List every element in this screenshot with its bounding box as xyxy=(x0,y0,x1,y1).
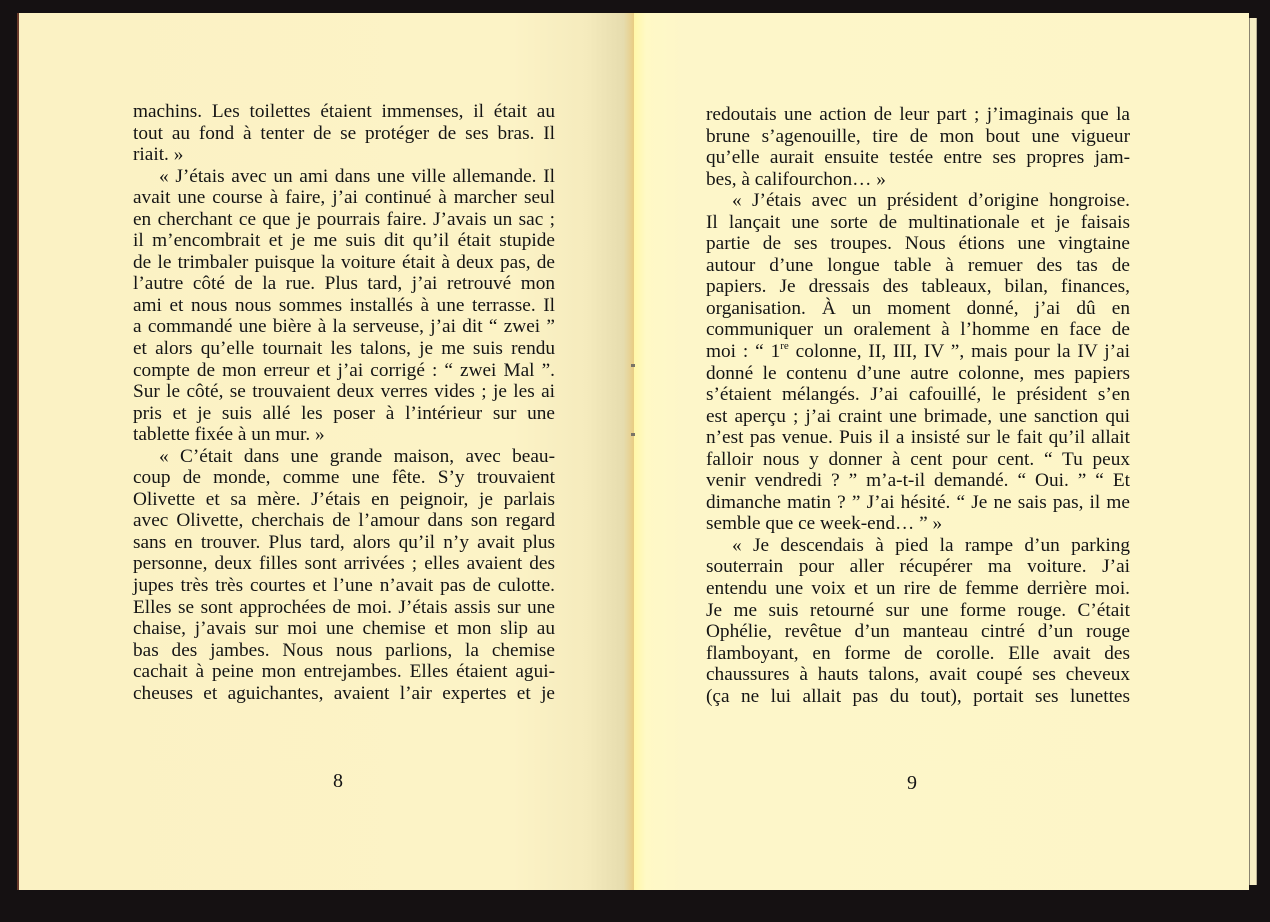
left-page xyxy=(17,13,636,890)
text-line: personne, deux filles sont arrivées ; elles avaient des xyxy=(133,553,555,575)
text-line: flamboyant, en forme de corolle. Elle avait des xyxy=(706,642,1130,664)
text-line: « Je descendais à pied la rampe d’un parking xyxy=(732,534,1130,556)
page-edge xyxy=(1249,18,1257,885)
staple-mark xyxy=(631,433,635,436)
text-line: en cherchant ce que je pourrais faire. J’avais un sac ; xyxy=(133,208,555,230)
text-line: « J’étais avec un président d’origine hongroise. xyxy=(732,190,1130,212)
text-line: de le trimbaler puisque la voiture était à deux pas, de xyxy=(133,251,555,273)
text-line: jupes très très courtes et l’une n’avait pas de culotte. xyxy=(133,575,555,597)
text-line: bes, à califourchon… » xyxy=(706,168,886,190)
text-line: chaussures à hauts talons, avait coupé ses cheveux xyxy=(706,664,1130,686)
text-line: « J’étais avec un ami dans une ville allemande. Il xyxy=(159,165,555,187)
text-line: Je me suis retourné sur une forme rouge. C’était xyxy=(706,599,1130,621)
text-line: entendu une voix et un rire de femme derrière moi. xyxy=(706,578,1130,600)
text-line: (ça ne lui allait pas du tout), portait ses lunettes xyxy=(706,685,1130,707)
text-line: « C’était dans une grande maison, avec beau- xyxy=(159,445,555,467)
text-line: sans en trouver. Plus tard, alors qu’il n’y avait plus xyxy=(133,531,555,553)
text-line: machins. Les toilettes étaient immenses, il était au xyxy=(133,101,555,122)
left-page-text xyxy=(133,101,555,704)
text-line: l’autre côté de la rue. Plus tard, j’ai retrouvé mon xyxy=(133,273,555,295)
text-line: autour d’une longue table à remuer des tas de xyxy=(706,254,1130,276)
text-line: Ophélie, revêtue d’un manteau cintré d’un rouge xyxy=(706,621,1130,643)
text-line: avait une course à faire, j’ai continué à marcher seul xyxy=(133,187,555,209)
right-page xyxy=(634,13,1249,890)
text-line: coup de monde, comme une fête. S’y trouvaient xyxy=(133,467,555,489)
text-line: s’étaient mélangés. J’ai cafouillé, le président s’en xyxy=(706,384,1130,406)
text-line xyxy=(706,341,1130,363)
text-line: tout au fond à tenter de se protéger de ses bras. Il xyxy=(133,122,555,144)
text-line: redoutais une action de leur part ; j’imaginais que la xyxy=(706,104,1130,125)
page-number-left: 8 xyxy=(333,770,343,792)
text-line: n’est pas venue. Puis il a insisté sur le fait qu’il allait xyxy=(706,427,1130,449)
text-line: falloir nous y donner à cent pour cent. “ Tu peux xyxy=(706,448,1130,470)
text-line: venir vendredi ? ” m’a-t-il demandé. “ Oui. ” “ Et xyxy=(706,470,1130,492)
staple-mark xyxy=(631,364,635,367)
text-line: donné le contenu d’une autre colonne, mes papiers xyxy=(706,362,1130,384)
text-line: et alors qu’elle tournait les talons, je me suis rendu xyxy=(133,338,555,360)
text-line: partie de ses troupes. Nous étions une vingtaine xyxy=(706,233,1130,255)
text-line: est aperçu ; j’ai craint une brimade, une sanction qui xyxy=(706,405,1130,427)
text-line: tablette fixée à un mur. » xyxy=(133,424,325,446)
text-fragment: moi : “ 1 xyxy=(706,341,781,363)
text-line: chaise, j’avais sur moi une chemise et mon slip au xyxy=(133,618,555,640)
text-line: Olivette et sa mère. J’étais en peignoir, je parlais xyxy=(133,488,555,510)
text-line: il m’encombrait et je me suis dit qu’il était stupide xyxy=(133,230,555,252)
text-line: cheuses et aguichantes, avaient l’air expertes et je xyxy=(133,682,555,704)
text-line: qu’elle aurait ensuite testée entre ses propres jam- xyxy=(706,147,1130,169)
text-line: ami et nous nous sommes installés à une terrasse. Il xyxy=(133,294,555,316)
text-line: dimanche matin ? ” J’ai hésité. “ Je ne sais pas, il me xyxy=(706,491,1130,513)
text-line: organisation. À un moment donné, j’ai dû en xyxy=(706,297,1130,319)
superscript: re xyxy=(780,339,789,352)
text-line: souterrain pour aller récupérer ma voiture. J’ai xyxy=(706,556,1130,578)
right-page-text xyxy=(706,104,1130,707)
text-line: Sur le côté, se trouvaient deux verres vides ; je les ai xyxy=(133,381,555,403)
text-line: communiquer un oralement à l’homme en face de xyxy=(706,319,1130,341)
text-line: cachait à peine mon entrejambes. Elles étaient agui- xyxy=(133,661,555,683)
text-line: pris et je suis allé les poser à l’intérieur sur une xyxy=(133,402,555,424)
text-fragment: colonne, II, III, IV ”, mais pour la IV j’ai xyxy=(788,341,1130,363)
text-line: Elles se sont approchées de moi. J’étais assis sur une xyxy=(133,596,555,618)
text-line: riait. » xyxy=(133,144,184,166)
text-line: brune s’agenouille, tire de mon bout une vigueur xyxy=(706,125,1130,147)
text-line: avec Olivette, cherchais de l’amour dans son regard xyxy=(133,510,555,532)
text-line: bas des jambes. Nous nous parlions, la chemise xyxy=(133,639,555,661)
text-line: semble que ce week-end… ” » xyxy=(706,513,943,535)
page-number-right: 9 xyxy=(907,772,917,794)
text-line: compte de mon erreur et j’ai corrigé : “ zwei Mal ”. xyxy=(133,359,555,381)
text-line: a commandé une bière à la serveuse, j’ai dit “ zwei ” xyxy=(133,316,555,338)
text-line: Il lançait une sorte de multinationale et je faisais xyxy=(706,211,1130,233)
text-line: papiers. Je dressais des tableaux, bilan, finances, xyxy=(706,276,1130,298)
